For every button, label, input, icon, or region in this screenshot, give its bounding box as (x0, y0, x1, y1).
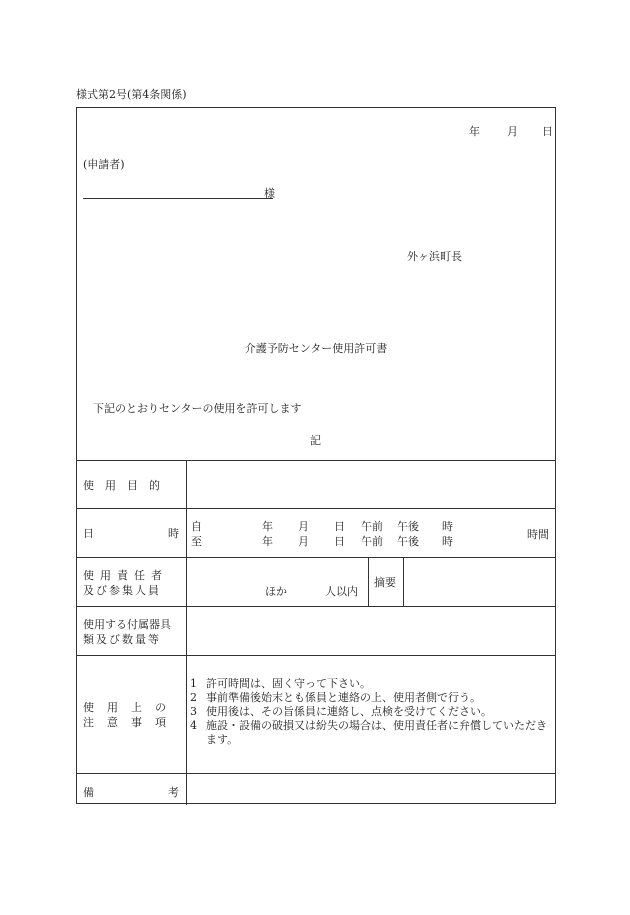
note-item (190, 677, 550, 691)
row-divider (77, 508, 555, 509)
applicant-label: (申請者) (83, 158, 125, 171)
summary-label: 摘要 (374, 576, 396, 589)
remarks-label-right: 考 (168, 786, 179, 799)
notes-list (190, 677, 550, 747)
to-pm: 午後 (397, 535, 419, 548)
from-month: 月 (298, 520, 309, 533)
honorific: 様 (264, 187, 275, 200)
ki-notation: 記 (310, 434, 321, 447)
note-text: 許可時間は、固く守って下さい。 (206, 677, 371, 690)
persons-label-line2: 及び参集人員 (83, 584, 161, 597)
from-pm: 午後 (397, 520, 419, 533)
note-number: 3 (190, 705, 197, 718)
to-day: 日 (334, 535, 345, 548)
date-year: 年 (469, 125, 480, 138)
equipment-field[interactable] (188, 608, 554, 653)
note-number: 2 (190, 691, 197, 704)
note-text: 施設・設備の破損又は紛失の場合は、使用責任者に弁償していただきます。 (206, 719, 547, 746)
note-number: 4 (190, 719, 197, 732)
form-code: 様式第2号(第4条関係) (76, 88, 187, 101)
label-column-divider (186, 460, 187, 805)
duration-label: 時間 (527, 528, 549, 541)
persons-label-1 (83, 567, 179, 583)
applicant-name-line[interactable] (83, 198, 273, 199)
persons-label-2 (83, 582, 179, 598)
note-item (190, 719, 550, 747)
issuer: 外ヶ浜町長 (407, 250, 462, 263)
to-hour: 時 (442, 535, 453, 548)
remarks-field[interactable] (188, 775, 554, 803)
to-am: 午前 (361, 535, 383, 548)
from-mark: 自 (191, 520, 202, 533)
to-year: 年 (262, 535, 273, 548)
note-item (190, 691, 550, 705)
date-month: 月 (507, 125, 518, 138)
datetime-label-right: 時 (168, 527, 179, 540)
others-text: ほか (265, 585, 287, 598)
row-divider (77, 606, 555, 607)
notes-label-1: 使用上の (83, 701, 179, 714)
to-mark: 至 (191, 535, 202, 548)
row-divider (77, 655, 555, 656)
within-text: 人以内 (325, 585, 358, 598)
permit-statement: 下記のとおりセンターの使用を許可します (93, 402, 302, 415)
summary-field[interactable] (405, 559, 554, 604)
note-text: 事前準備後始末とも係員と連絡の上、使用者側で行う。 (206, 691, 481, 704)
remarks-label-left: 備 (83, 786, 94, 799)
persons-label-line1: 使用責任者 (83, 569, 168, 582)
document-title: 介護予防センター使用許可書 (244, 342, 388, 355)
datetime-label (83, 525, 179, 541)
row-divider (77, 460, 555, 461)
purpose-label: 使 用 目 的 (83, 479, 160, 492)
note-text: 使用後は、その旨係員に連絡し、点検を受けてください。 (206, 705, 492, 718)
summary-divider-right (403, 557, 404, 606)
from-day: 日 (334, 520, 345, 533)
date-day: 日 (542, 125, 553, 138)
from-am: 午前 (361, 520, 383, 533)
purpose-field[interactable] (188, 462, 554, 506)
datetime-label-left: 日 (83, 527, 94, 540)
row-divider (77, 773, 555, 774)
notes-label-2: 注意事項 (83, 716, 179, 729)
note-number: 1 (190, 677, 197, 690)
equipment-label-2: 類及び数量等 (83, 633, 161, 646)
summary-divider-left (368, 557, 369, 606)
remarks-label (83, 784, 179, 800)
from-year: 年 (262, 520, 273, 533)
note-item (190, 705, 550, 719)
to-month: 月 (298, 535, 309, 548)
row-divider (77, 557, 555, 558)
equipment-label-1: 使用する付属器具 (83, 618, 171, 631)
from-hour: 時 (442, 520, 453, 533)
